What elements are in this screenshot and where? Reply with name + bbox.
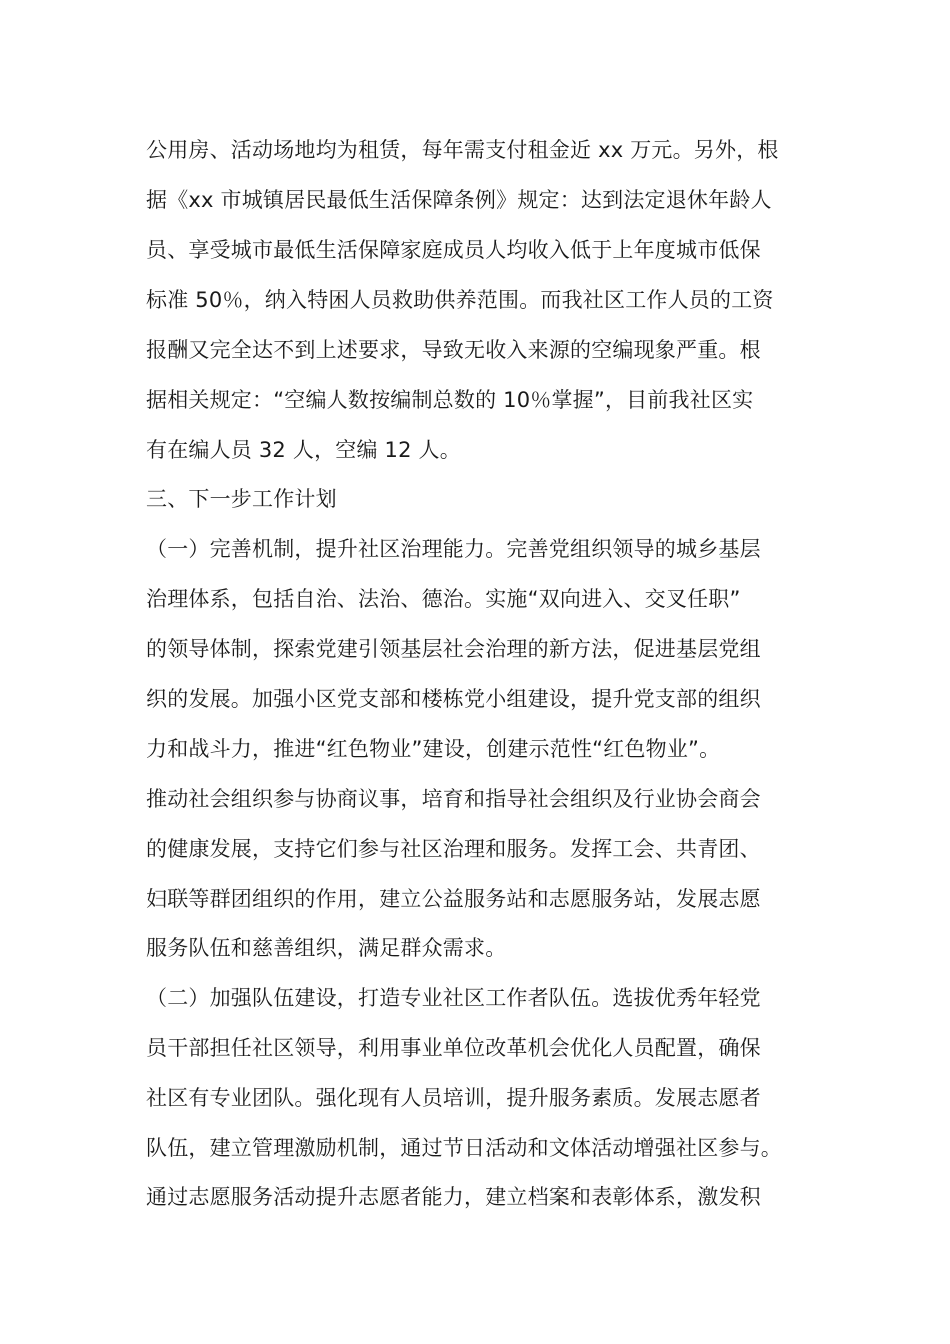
text-line: 服务队伍和慈善组织，满足群众需求。 (146, 936, 507, 960)
text-line: 员干部担任社区领导，利用事业单位改革机会优化人员配置，确保 (146, 1036, 761, 1060)
section-heading: 三、下一步工作计划 (146, 487, 337, 511)
text-line: 有在编人员 32 人，空编 12 人。 (146, 438, 461, 462)
text-line: 据《xx 市城镇居民最低生活保障条例》规定：达到法定退休年龄人 (146, 188, 772, 212)
text-line: 织的发展。加强小区党支部和楼栋党小组建设，提升党支部的组织 (146, 687, 761, 711)
text-line: 队伍，建立管理激励机制，通过节日活动和文体活动增强社区参与。 (146, 1136, 782, 1160)
text-line: 标准 50％，纳入特困人员救助供养范围。而我社区工作人员的工资 (146, 288, 774, 312)
text-line: （一）完善机制，提升社区治理能力。完善党组织领导的城乡基层 (146, 537, 761, 561)
text-line: 的健康发展，支持它们参与社区治理和服务。发挥工会、共青团、 (146, 837, 761, 861)
text-line: 的领导体制，探索党建引领基层社会治理的新方法，促进基层党组 (146, 637, 761, 661)
text-line: 治理体系，包括自治、法治、德治。实施“双向进入、交叉任职” (146, 587, 741, 611)
text-line: 据相关规定：“空编人数按编制总数的 10％掌握”，目前我社区实 (146, 388, 754, 412)
text-line: 推动社会组织参与协商议事，培育和指导社会组织及行业协会商会 (146, 787, 761, 811)
text-line: 力和战斗力，推进“红色物业”建设，创建示范性“红色物业”。 (146, 737, 721, 761)
text-line: 通过志愿服务活动提升志愿者能力，建立档案和表彰体系，激发积 (146, 1185, 761, 1209)
text-line: 社区有专业团队。强化现有人员培训，提升服务素质。发展志愿者 (146, 1086, 761, 1110)
text-line: （二）加强队伍建设，打造专业社区工作者队伍。选拔优秀年轻党 (146, 986, 761, 1010)
text-line: 报酬又完全达不到上述要求，导致无收入来源的空编现象严重。根 (146, 338, 761, 362)
text-line: 公用房、活动场地均为租赁，每年需支付租金近 xx 万元。另外，根 (146, 138, 779, 162)
text-line: 员、享受城市最低生活保障家庭成员人均收入低于上年度城市低保 (146, 238, 761, 262)
text-line: 妇联等群团组织的作用，建立公益服务站和志愿服务站，发展志愿 (146, 887, 761, 911)
